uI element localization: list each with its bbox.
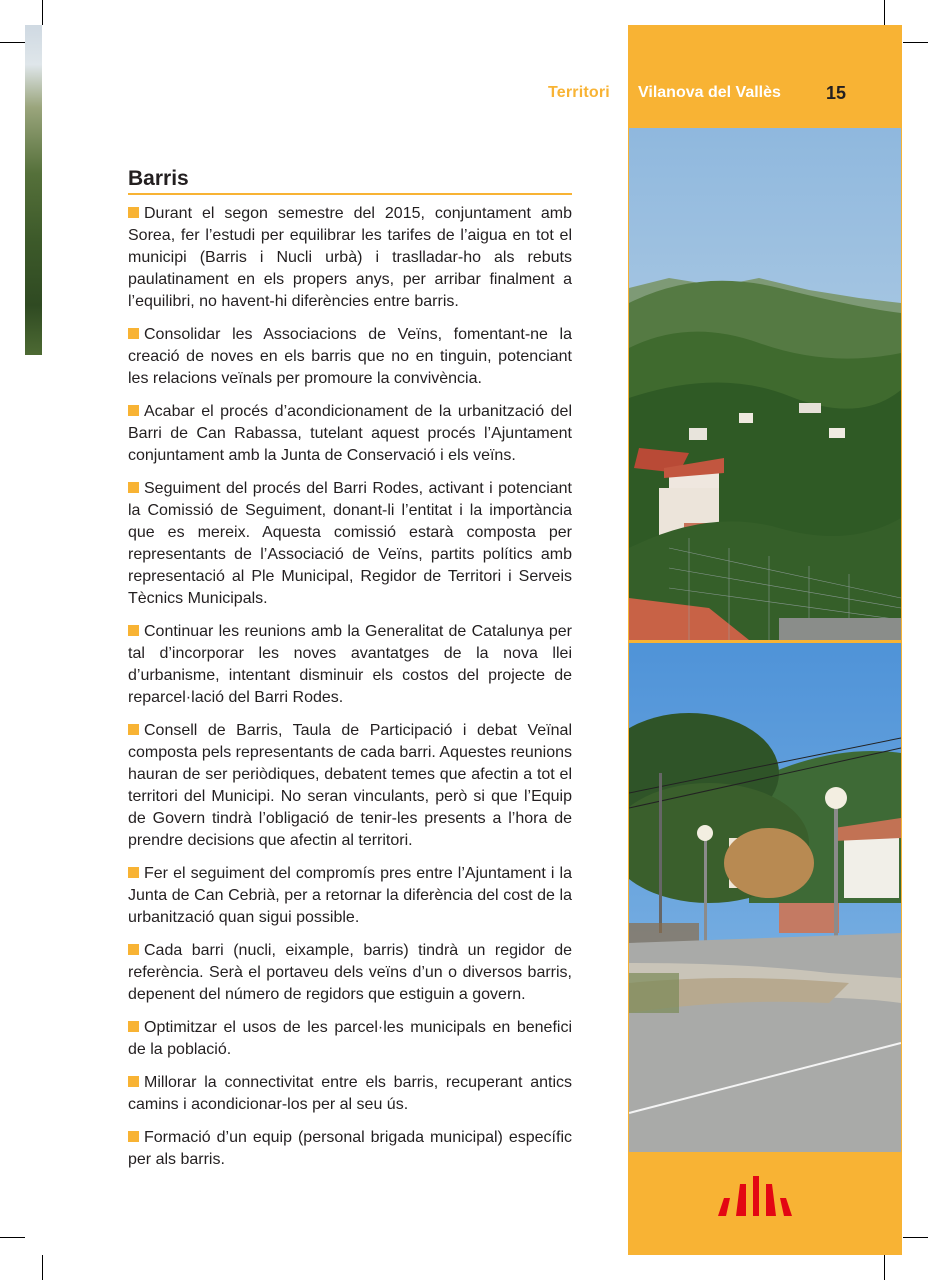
square-bullet-icon: [128, 625, 139, 636]
paragraph: Consolidar les Associacions de Veïns, fomentant-ne la creació de noves en els barris que no en tinguin, potenciant les relacions veïnals per promoure la convivència.: [128, 326, 572, 387]
paragraph: Optimitzar el usos de les parcel·les municipals en benefici de la població.: [128, 1019, 572, 1058]
party-logo: [718, 1176, 792, 1223]
content-body: [128, 203, 572, 1182]
paragraph: Fer el seguiment del compromís pres entre l’Ajuntament i la Junta de Can Cebrià, per a retornar la diferència del cost de la urbanització quan sigui possible.: [128, 865, 572, 926]
paragraph: Consell de Barris, Taula de Participació i debat Veïnal composta pels representants de cada barri. Aquestes reunions hauran de ser periòdiques, debatent temes que afectin a tot el territori del Municipi. No seran vinculants, però si que l’Equip de Govern tindrà l’obligació de tenir-les presents a l’hora de prendre decisions que afectin al territori.: [128, 722, 572, 849]
crop-mark: [42, 1255, 43, 1280]
paragraph: Continuar les reunions amb la Generalitat de Catalunya per tal d’incorporar les noves avantatges de la nova llei d’urbanisme, intentant disminuir els costos del projecte de reparcel·lació del Barri Rodes.: [128, 623, 572, 706]
square-bullet-icon: [128, 724, 139, 735]
paragraph: Formació d’un equip (personal brigada municipal) específic per als barris.: [128, 1129, 572, 1168]
left-photo-strip: [25, 25, 42, 355]
paragraph: Acabar el procés d’acondicionament de la urbanització del Barri de Can Rabassa, tutelant aquest procés l’Ajuntament conjuntament amb la Junta de Conservació i els veïns.: [128, 403, 572, 464]
crop-mark: [884, 0, 885, 25]
crop-mark: [903, 1237, 928, 1238]
header-section: Territori: [548, 84, 610, 101]
crop-mark: [0, 42, 25, 43]
square-bullet-icon: [128, 482, 139, 493]
paragraph: Cada barri (nucli, eixample, barris) tindrà un regidor de referència. Serà el portaveu dels veïns d’un o diversos barris, depenent del número de regidors que estiguin a govern.: [128, 942, 572, 1003]
square-bullet-icon: [128, 405, 139, 416]
street-photo: [629, 643, 901, 1152]
crop-mark: [884, 1255, 885, 1280]
page-number: 15: [826, 83, 847, 103]
landscape-photo: [629, 128, 901, 640]
square-bullet-icon: [128, 867, 139, 878]
crop-mark: [42, 0, 43, 25]
square-bullet-icon: [128, 1021, 139, 1032]
square-bullet-icon: [128, 1076, 139, 1087]
square-bullet-icon: [128, 944, 139, 955]
paragraph: Durant el segon semestre del 2015, conjuntament amb Sorea, fer l’estudi per equilibrar les tarifes de l’aigua en tot el municipi (Barris i Nucli urbà) i traslladar-ho als rebuts paulatinament en els propers anys, per arribar finalment a l’equilibri, no havent-hi diferències entre barris.: [128, 205, 572, 310]
crop-mark: [0, 1237, 25, 1238]
title-divider: [128, 193, 572, 195]
header-town: Vilanova del Vallès: [638, 84, 781, 101]
section-title: Barris: [128, 167, 189, 190]
paragraph: Millorar la connectivitat entre els barris, recuperant antics camins i acondicionar-los per al seu ús.: [128, 1074, 572, 1113]
square-bullet-icon: [128, 207, 139, 218]
crop-mark: [903, 42, 928, 43]
square-bullet-icon: [128, 328, 139, 339]
square-bullet-icon: [128, 1131, 139, 1142]
paragraph: Seguiment del procés del Barri Rodes, activant i potenciant la Comissió de Seguiment, donant-li l’entitat i la importància que es mereix. Aquesta comissió estarà composta per representants de l’Associació de Veïns, partits polítics amb representació al Ple Municipal, Regidor de Territori i Serveis Tècnics Municipals.: [128, 480, 572, 607]
